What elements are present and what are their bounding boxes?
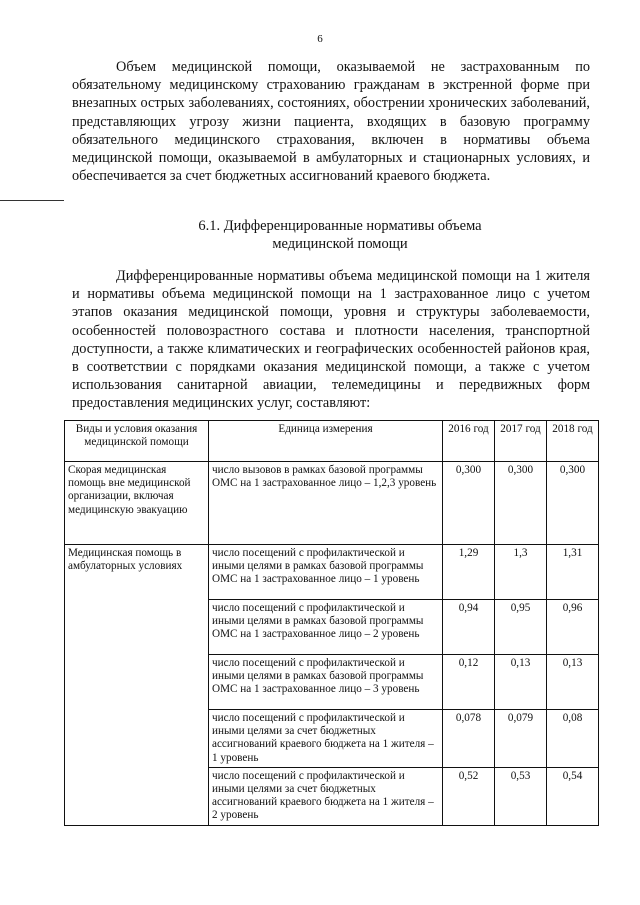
cell-value-2016: 0,94 (443, 600, 495, 655)
cell-unit: число посещений с профилактической и иными целями в рамках базовой программы ОМС на 1 застрахованное лицо – 1 уровень (209, 545, 443, 600)
cell-value-2018: 0,08 (547, 710, 599, 768)
cell-value-2018: 0,54 (547, 767, 599, 825)
cell-value-2018: 0,300 (547, 462, 599, 545)
norms-table (64, 420, 599, 826)
table-row (65, 462, 599, 545)
cell-unit: число посещений с профилактической и иными целями за счет бюджетных ассигнований краевого бюджета на 1 жителя – 2 уровень (209, 767, 443, 825)
cell-value-2017: 0,53 (495, 767, 547, 825)
table-row (65, 545, 599, 600)
header-year-2016: 2016 год (443, 421, 495, 462)
cell-unit: число посещений с профилактической и иными целями в рамках базовой программы ОМС на 1 застрахованное лицо – 2 уровень (209, 600, 443, 655)
cell-unit: число вызовов в рамках базовой программы ОМС на 1 застрахованное лицо – 1,2,3 уровень (209, 462, 443, 545)
cell-unit: число посещений с профилактической и иными целями за счет бюджетных ассигнований краевого бюджета на 1 жителя – 1 уровень (209, 710, 443, 768)
cell-value-2017: 1,3 (495, 545, 547, 600)
cell-value-2016: 0,52 (443, 767, 495, 825)
cell-value-2017: 0,079 (495, 710, 547, 768)
paragraph-uninsured-care: Объем медицинской помощи, оказываемой не застрахованным по обязательному медицинскому страхованию гражданам в экстренной форме при внезапных острых заболеваниях, состояниях, обострении хронических заболеваний, представляющих угрозу жизни пациента, входящих в базовую программу обязательного медицинского страхования, включен в нормативы объема медицинской помощи, оказываемой в амбулаторных и стационарных условиях, и обеспечивается за счет бюджетных ассигнований краевого бюджета. (72, 59, 590, 185)
cell-unit: число посещений с профилактической и иными целями в рамках базовой программы ОМС на 1 застрахованное лицо – 3 уровень (209, 655, 443, 710)
section-heading-line-2: медицинской помощи (272, 236, 408, 252)
header-care-type: Виды и условия оказания медицинской помощи (65, 421, 209, 462)
cell-value-2018: 0,13 (547, 655, 599, 710)
cell-value-2016: 0,12 (443, 655, 495, 710)
page-number: 6 (317, 33, 323, 45)
cell-value-2017: 0,13 (495, 655, 547, 710)
cell-value-2017: 0,95 (495, 600, 547, 655)
cell-value-2016: 0,300 (443, 462, 495, 545)
section-heading-line-1: 6.1. Дифференцированные нормативы объема (198, 218, 482, 234)
margin-rule (0, 200, 64, 201)
cell-value-2016: 1,29 (443, 545, 495, 600)
cell-care-type: Медицинская помощь в амбулаторных условиях (65, 545, 209, 826)
cell-value-2017: 0,300 (495, 462, 547, 545)
table-header-row (65, 421, 599, 462)
cell-value-2018: 0,96 (547, 600, 599, 655)
header-year-2018: 2018 год (547, 421, 599, 462)
cell-value-2016: 0,078 (443, 710, 495, 768)
header-unit: Единица измерения (209, 421, 443, 462)
header-year-2017: 2017 год (495, 421, 547, 462)
paragraph-differentiated-norms: Дифференцированные нормативы объема медицинской помощи на 1 жителя и нормативы объема медицинской помощи на 1 застрахованное лицо с учетом этапов оказания медицинской помощи, уровня и структуры заболеваемости, особенностей половозрастного состава и плотности населения, транспортной доступности, а также климатических и географических особенностей районов края, в соответствии с порядками оказания медицинской помощи, а также с учетом использования санитарной авиации, телемедицины и передвижных форм предоставления медицинских услуг, составляют: (72, 268, 590, 412)
cell-care-type: Скорая медицинская помощь вне медицинской организации, включая медицинскую эвакуацию (65, 462, 209, 545)
cell-value-2018: 1,31 (547, 545, 599, 600)
section-heading (150, 217, 530, 253)
